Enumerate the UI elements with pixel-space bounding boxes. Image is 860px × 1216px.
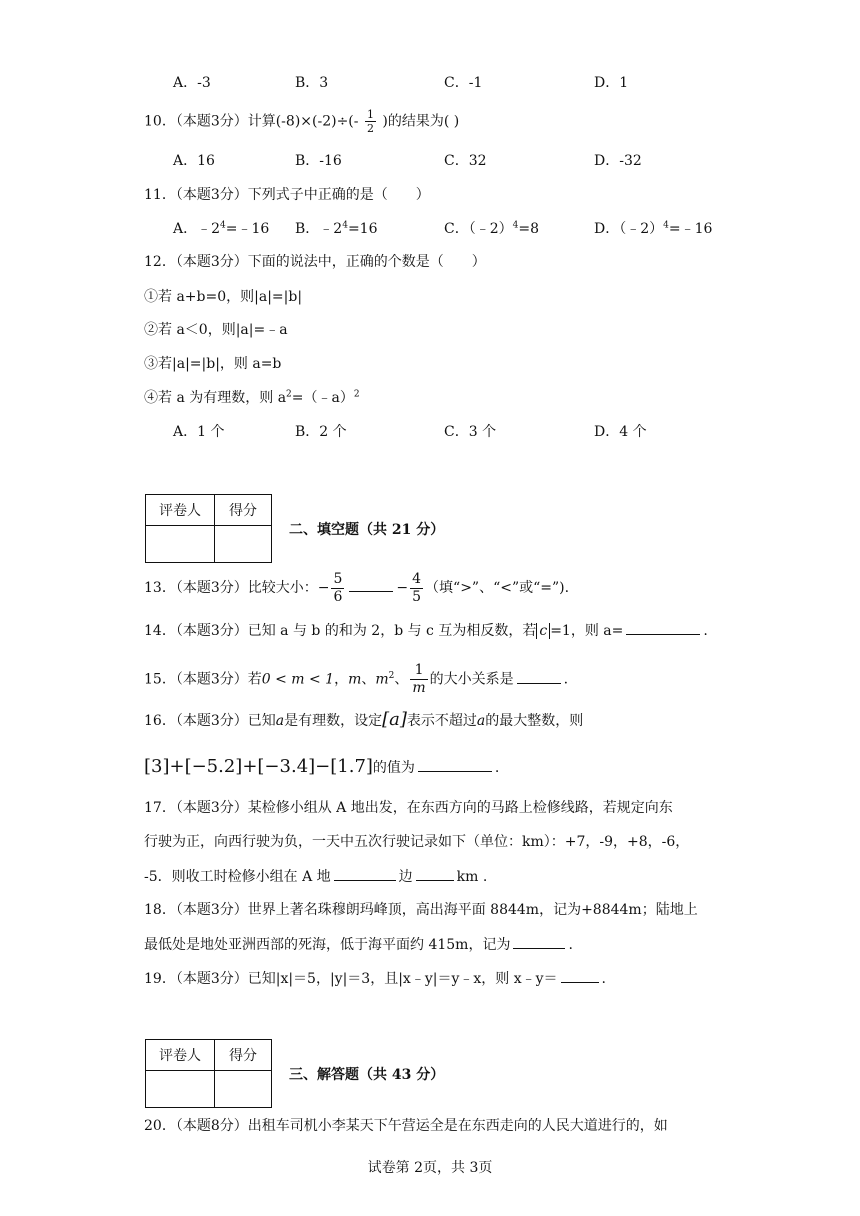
q10-option-b: B．-16 (295, 153, 342, 169)
q12-option-d: D．4 个 (594, 424, 647, 440)
q12-option-c: C．3 个 (444, 424, 497, 440)
q9-option-b: B．3 (295, 75, 329, 91)
question-17-line-1: 17．（本题3分）某检修小组从 A 地出发，在东西方向的马路上检修线路，若规定向东 (144, 800, 673, 816)
question-19: 19．（本题3分）已知|x|＝5，|y|＝3，且|x﹣y|＝y﹣x，则 x﹣y＝ . (144, 968, 606, 989)
question-18-line-2: 最低处是地处亚洲西部的死海，低于海平面约 415m，记为 . (144, 934, 573, 955)
section-3-title: 三、解答题（共 43 分） (289, 1067, 445, 1083)
q16-expression: [3]+[−5.2]+[−3.4]−[1.7] (144, 756, 373, 777)
q12-item-2: ②若 a＜0，则|a|=﹣a (144, 322, 288, 338)
q9-option-a: A．-3 (173, 75, 211, 91)
q12-item-4: ④若 a 为有理数，则 $a^2=(﹣a)^2$ (144, 389, 360, 406)
q10-fraction (365, 108, 376, 135)
q11-option-b: B．$﹣2^4=16$ (295, 220, 378, 237)
q19-blank[interactable] (561, 968, 599, 983)
q15-fraction: $\frac{1}{m}$ (412, 662, 426, 696)
question-10 (144, 108, 459, 135)
q9-option-c: C．-1 (444, 75, 483, 91)
question-17-line-2: 行驶为正，向西行驶为负，一天中五次行驶记录如下（单位：km）：+7，-9，+8，-6， (144, 834, 690, 850)
question-12: 12．（本题3分）下面的说法中，正确的个数是（ ） (144, 254, 486, 270)
q12-option-b: B．2 个 (295, 424, 347, 440)
q13-fraction-1: $\frac{5}{6}$ (333, 570, 343, 605)
score-header: 得分 (215, 1040, 272, 1071)
q17-blank-2[interactable] (416, 866, 454, 881)
question-16-line-2: [3]+[−5.2]+[−3.4]−[1.7]的值为 . (144, 756, 500, 777)
score-table-section-3 (145, 1039, 272, 1108)
q16-blank[interactable] (418, 757, 492, 772)
q14-abs-c: c (536, 623, 550, 639)
question-11: 11．（本题3分）下列式子中正确的是（ ） (144, 187, 430, 203)
q12-item-3: ③若|a|=|b|，则 a=b (144, 356, 282, 372)
score-table-section-2 (145, 494, 272, 563)
question-16-line-1: 16．（本题3分）已知a是有理数，设定[a]表示不超过a的最大整数，则 (144, 709, 584, 730)
score-header: 得分 (215, 495, 272, 526)
q10-suffix: )的结果为( ) (377, 113, 460, 130)
q18-blank[interactable] (513, 934, 565, 949)
reviewer-cell[interactable] (146, 526, 215, 563)
q10-option-a: A．16 (173, 153, 215, 169)
question-15: 15．（本题3分）若0 < m < 1，m、$m^2$、 $\frac{1}{m}$ 的大小关系是 . (144, 662, 569, 696)
reviewer-header: 评卷人 (146, 495, 215, 526)
q10-option-c: C．32 (444, 153, 487, 169)
q13-blank[interactable] (349, 577, 393, 592)
q11-option-a: A．$﹣2^4=﹣16$ (173, 220, 270, 237)
reviewer-header: 评卷人 (146, 1040, 215, 1071)
q12-option-a: A．1 个 (173, 424, 225, 440)
q11-option-c: C．（﹣2）$^4$=8 (444, 220, 539, 237)
section-2-title: 二、填空题（共 21 分） (289, 522, 445, 538)
q12-item-1: ①若 a+b=0，则|a|=|b| (144, 289, 303, 305)
score-cell[interactable] (215, 1071, 272, 1108)
question-17-line-3: -5．则收工时检修小组在 A 地 边 km . (144, 866, 487, 887)
question-20-line-1: 20．（本题8分）出租车司机小李某天下午营运全是在东西走向的人民大道进行的，如 (144, 1118, 668, 1134)
reviewer-cell[interactable] (146, 1071, 215, 1108)
score-cell[interactable] (215, 526, 272, 563)
q11-option-d: D．（﹣2）$^4$=﹣16 (594, 220, 713, 237)
question-13: 13．（本题3分）比较大小：− $\frac{5}{6}$ − $\frac{4}{5}$ （填“>”、“<”或“=”). (144, 570, 570, 605)
q15-blank[interactable] (517, 669, 561, 684)
page-footer: 试卷第 2页，共 3页 (367, 1160, 493, 1176)
question-18-line-1: 18．（本题3分）世界上著名珠穆朗玛峰顶，高出海平面 8844m，记为+8844m；陆地上 (144, 902, 698, 918)
q10-frac-num: 1 (366, 108, 374, 121)
q10-option-d: D．-32 (594, 153, 642, 169)
question-14: 14．（本题3分）已知 a 与 b 的和为 2，b 与 c 互为相反数，若 c =1，则 a= . (144, 620, 708, 641)
q10-prefix: 10．（本题3分）计算(-8)×(-2)÷(- (144, 113, 363, 130)
q13-fraction-2: $\frac{4}{5}$ (412, 570, 422, 605)
q17-blank-1[interactable] (334, 866, 396, 881)
q9-option-d: D．1 (594, 75, 629, 91)
q10-frac-den: 2 (366, 122, 374, 135)
q14-blank[interactable] (626, 620, 700, 635)
